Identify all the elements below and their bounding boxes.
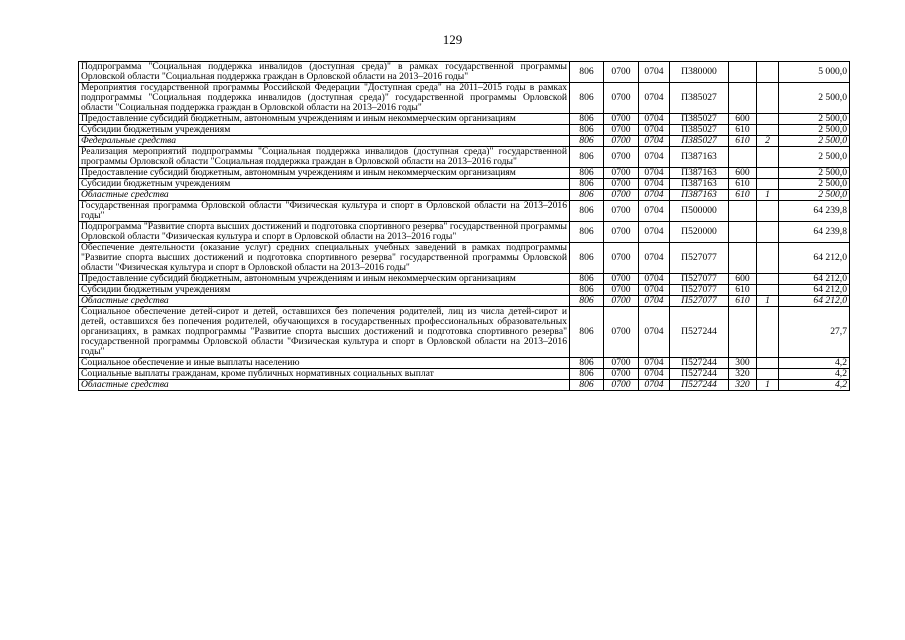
cell-vr — [729, 201, 757, 222]
table-row — [79, 380, 850, 391]
cell-pr: 0704 — [639, 222, 670, 243]
cell-csr: П380000 — [670, 62, 729, 83]
cell-csr: П387163 — [670, 179, 729, 190]
cell-rz: 0700 — [604, 201, 639, 222]
cell-vr: 610 — [729, 125, 757, 136]
cell-csr: П527244 — [670, 380, 729, 391]
cell-rz: 0700 — [604, 274, 639, 285]
cell-grbs: 806 — [570, 136, 604, 147]
cell-name: Реализация мероприятий подпрограммы "Социальная поддержка инвалидов (доступная среда)" государственной программы Орловской области "Социальная поддержка граждан в Орловской области на 2013–2016 годы" — [79, 147, 570, 168]
cell-sum: 2 500,0 — [779, 136, 850, 147]
cell-csr: П385027 — [670, 83, 729, 114]
table-row — [79, 114, 850, 125]
cell-csr: П520000 — [670, 222, 729, 243]
cell-sum: 5 000,0 — [779, 62, 850, 83]
cell-vr — [729, 307, 757, 358]
page-number: 129 — [442, 32, 463, 47]
cell-name: Социальное обеспечение и иные выплаты населению — [79, 358, 570, 369]
cell-csr: П527077 — [670, 296, 729, 307]
cell-pr: 0704 — [639, 369, 670, 380]
cell-grbs: 806 — [570, 179, 604, 190]
cell-csr: П387163 — [670, 168, 729, 179]
cell-pr: 0704 — [639, 243, 670, 274]
cell-vr — [729, 222, 757, 243]
cell-name: Предоставление субсидий бюджетным, автономным учреждениям и иным некоммерческим организациям — [79, 274, 570, 285]
cell-sum: 2 500,0 — [779, 125, 850, 136]
cell-grbs: 806 — [570, 380, 604, 391]
cell-name: Областные средства — [79, 296, 570, 307]
table-body — [79, 62, 850, 391]
cell-src — [757, 222, 779, 243]
cell-pr: 0704 — [639, 147, 670, 168]
cell-grbs: 806 — [570, 190, 604, 201]
cell-src: 1 — [757, 380, 779, 391]
cell-sum: 64 212,0 — [779, 243, 850, 274]
cell-csr: П527077 — [670, 243, 729, 274]
cell-grbs: 806 — [570, 369, 604, 380]
table-row — [79, 83, 850, 114]
cell-rz: 0700 — [604, 380, 639, 391]
cell-vr: 600 — [729, 168, 757, 179]
cell-rz: 0700 — [604, 222, 639, 243]
cell-src — [757, 285, 779, 296]
cell-vr — [729, 62, 757, 83]
cell-pr: 0704 — [639, 201, 670, 222]
cell-vr: 610 — [729, 179, 757, 190]
cell-src — [757, 147, 779, 168]
cell-name: Областные средства — [79, 380, 570, 391]
table-row — [79, 369, 850, 380]
cell-pr: 0704 — [639, 83, 670, 114]
cell-grbs: 806 — [570, 358, 604, 369]
cell-name: Социальное обеспечение детей-сирот и детей, оставшихся без попечения родителей, лиц из числа детей-сирот и детей, оставшихся без попечения родителей, обучающихся в государственных профессиональных образовательных организациях, в рамках подпрограммы "Развитие спорта высших достижений и подготовка спортивного резерва" государственной программы Орловской области "Физическая культура и спорт в Орловской области на 2013–2016 годы" — [79, 307, 570, 358]
cell-vr: 600 — [729, 114, 757, 125]
cell-src — [757, 307, 779, 358]
cell-vr: 300 — [729, 358, 757, 369]
table-row — [79, 296, 850, 307]
cell-sum: 4,2 — [779, 380, 850, 391]
cell-vr — [729, 83, 757, 114]
cell-csr: П527244 — [670, 358, 729, 369]
cell-src — [757, 62, 779, 83]
cell-pr: 0704 — [639, 380, 670, 391]
cell-csr: П527077 — [670, 274, 729, 285]
cell-pr: 0704 — [639, 114, 670, 125]
cell-grbs: 806 — [570, 83, 604, 114]
cell-rz: 0700 — [604, 83, 639, 114]
table-row — [79, 179, 850, 190]
cell-name: Подпрограмма "Социальная поддержка инвалидов (доступная среда)" в рамках государственной программы Орловской области "Социальная поддержка граждан в Орловской области на 2013–2016 годы" — [79, 62, 570, 83]
cell-csr: П527244 — [670, 369, 729, 380]
cell-grbs: 806 — [570, 285, 604, 296]
cell-src — [757, 369, 779, 380]
cell-vr: 610 — [729, 190, 757, 201]
cell-name: Субсидии бюджетным учреждениям — [79, 179, 570, 190]
cell-csr: П387163 — [670, 147, 729, 168]
cell-grbs: 806 — [570, 296, 604, 307]
cell-src: 1 — [757, 296, 779, 307]
cell-src — [757, 168, 779, 179]
table-row — [79, 307, 850, 358]
cell-vr — [729, 147, 757, 168]
cell-vr: 600 — [729, 274, 757, 285]
cell-vr: 320 — [729, 369, 757, 380]
cell-pr: 0704 — [639, 285, 670, 296]
cell-rz: 0700 — [604, 190, 639, 201]
cell-rz: 0700 — [604, 285, 639, 296]
cell-grbs: 806 — [570, 222, 604, 243]
cell-grbs: 806 — [570, 243, 604, 274]
cell-csr: П500000 — [670, 201, 729, 222]
cell-sum: 2 500,0 — [779, 179, 850, 190]
cell-sum: 4,2 — [779, 358, 850, 369]
cell-sum: 2 500,0 — [779, 168, 850, 179]
cell-src — [757, 83, 779, 114]
cell-src — [757, 201, 779, 222]
cell-vr: 610 — [729, 296, 757, 307]
cell-sum: 4,2 — [779, 369, 850, 380]
cell-name: Подпрограмма "Развитие спорта высших достижений и подготовка спортивного резерва" государственной программы Орловской области "Физическая культура и спорт в Орловской области на 2013–2016 годы" — [79, 222, 570, 243]
cell-grbs: 806 — [570, 274, 604, 285]
table-row — [79, 274, 850, 285]
cell-csr: П527244 — [670, 307, 729, 358]
table-row — [79, 125, 850, 136]
cell-src — [757, 114, 779, 125]
cell-pr: 0704 — [639, 296, 670, 307]
cell-pr: 0704 — [639, 190, 670, 201]
cell-vr: 320 — [729, 380, 757, 391]
table-row — [79, 243, 850, 274]
cell-pr: 0704 — [639, 62, 670, 83]
cell-rz: 0700 — [604, 125, 639, 136]
cell-rz: 0700 — [604, 358, 639, 369]
cell-src — [757, 358, 779, 369]
cell-grbs: 806 — [570, 168, 604, 179]
cell-grbs: 806 — [570, 125, 604, 136]
cell-pr: 0704 — [639, 125, 670, 136]
cell-src — [757, 179, 779, 190]
cell-rz: 0700 — [604, 369, 639, 380]
cell-pr: 0704 — [639, 168, 670, 179]
cell-grbs: 806 — [570, 201, 604, 222]
cell-src — [757, 243, 779, 274]
cell-name: Государственная программа Орловской области "Физическая культура и спорт в Орловской области на 2013–2016 годы" — [79, 201, 570, 222]
cell-rz: 0700 — [604, 168, 639, 179]
table-row — [79, 168, 850, 179]
cell-vr: 610 — [729, 285, 757, 296]
cell-rz: 0700 — [604, 147, 639, 168]
budget-table — [78, 61, 850, 391]
cell-vr — [729, 243, 757, 274]
cell-name: Субсидии бюджетным учреждениям — [79, 125, 570, 136]
table-row — [79, 62, 850, 83]
cell-sum: 64 239,8 — [779, 201, 850, 222]
cell-csr: П385027 — [670, 136, 729, 147]
cell-rz: 0700 — [604, 179, 639, 190]
cell-sum: 64 212,0 — [779, 296, 850, 307]
table-row — [79, 201, 850, 222]
cell-csr: П527077 — [670, 285, 729, 296]
cell-grbs: 806 — [570, 62, 604, 83]
cell-sum: 64 212,0 — [779, 274, 850, 285]
table-row — [79, 358, 850, 369]
cell-csr: П387163 — [670, 190, 729, 201]
cell-sum: 2 500,0 — [779, 190, 850, 201]
cell-grbs: 806 — [570, 147, 604, 168]
cell-pr: 0704 — [639, 307, 670, 358]
cell-rz: 0700 — [604, 114, 639, 125]
cell-sum: 2 500,0 — [779, 83, 850, 114]
cell-csr: П385027 — [670, 114, 729, 125]
cell-sum: 64 239,8 — [779, 222, 850, 243]
cell-sum: 2 500,0 — [779, 114, 850, 125]
cell-src — [757, 125, 779, 136]
cell-pr: 0704 — [639, 358, 670, 369]
cell-csr: П385027 — [670, 125, 729, 136]
cell-name: Социальные выплаты гражданам, кроме публичных нормативных социальных выплат — [79, 369, 570, 380]
cell-name: Мероприятия государственной программы Российской Федерации "Доступная среда" на 2011–2015 годы в рамках подпрограммы "Социальная поддержка инвалидов (доступная среда)" государственной программы Орловской области "Социальная поддержка граждан в Орловской области на 2013–2016 годы" — [79, 83, 570, 114]
cell-pr: 0704 — [639, 274, 670, 285]
cell-name: Федеральные средства — [79, 136, 570, 147]
cell-sum: 27,7 — [779, 307, 850, 358]
cell-sum: 2 500,0 — [779, 147, 850, 168]
cell-name: Предоставление субсидий бюджетным, автономным учреждениям и иным некоммерческим организациям — [79, 114, 570, 125]
cell-src — [757, 274, 779, 285]
cell-grbs: 806 — [570, 307, 604, 358]
cell-src: 2 — [757, 136, 779, 147]
table-row — [79, 285, 850, 296]
cell-pr: 0704 — [639, 136, 670, 147]
cell-vr: 610 — [729, 136, 757, 147]
cell-rz: 0700 — [604, 136, 639, 147]
cell-sum: 64 212,0 — [779, 285, 850, 296]
cell-rz: 0700 — [604, 307, 639, 358]
table-row — [79, 190, 850, 201]
cell-name: Обеспечение деятельности (оказание услуг) средних специальных учебных заведений в рамках подпрограммы "Развитие спорта высших достижений и подготовка спортивного резерва" государственной программы Орловской области "Физическая культура и спорт в Орловской области на 2013–2016 годы" — [79, 243, 570, 274]
table-row — [79, 147, 850, 168]
table-row — [79, 222, 850, 243]
cell-pr: 0704 — [639, 179, 670, 190]
cell-grbs: 806 — [570, 114, 604, 125]
cell-rz: 0700 — [604, 62, 639, 83]
cell-name: Субсидии бюджетным учреждениям — [79, 285, 570, 296]
table-row — [79, 136, 850, 147]
cell-rz: 0700 — [604, 296, 639, 307]
cell-name: Предоставление субсидий бюджетным, автономным учреждениям и иным некоммерческим организациям — [79, 168, 570, 179]
cell-src: 1 — [757, 190, 779, 201]
cell-rz: 0700 — [604, 243, 639, 274]
cell-name: Областные средства — [79, 190, 570, 201]
